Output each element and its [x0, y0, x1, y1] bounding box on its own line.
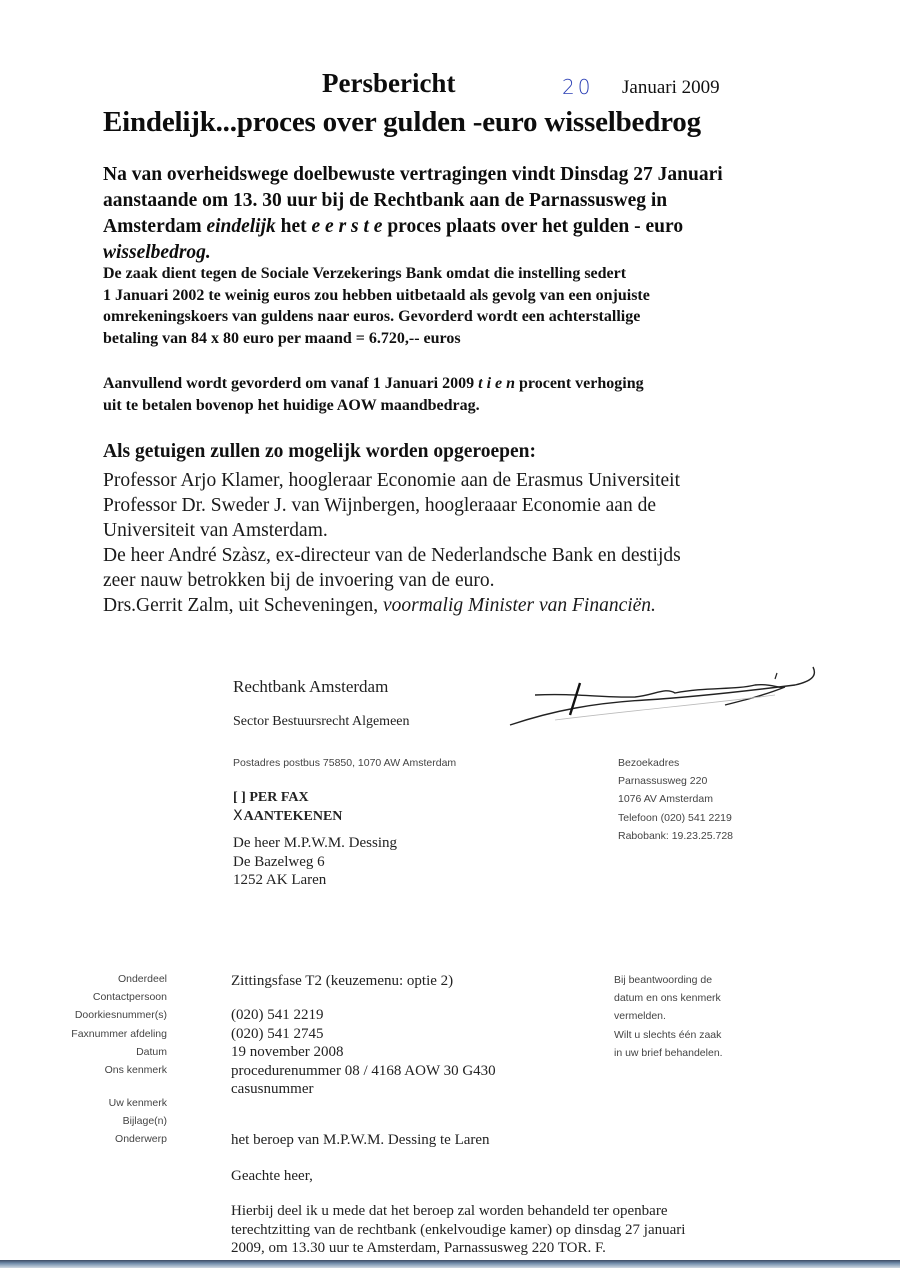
- claim-line: betaling van 84 x 80 euro per maand = 6.720,-- euros: [103, 329, 461, 347]
- visit-line: Rabobank: 19.23.25.728: [618, 829, 734, 842]
- meta-labels-2: [109, 1094, 167, 1149]
- meta-labels: [71, 970, 167, 1079]
- delivery-options: [233, 789, 342, 826]
- claim-paragraph: [103, 263, 650, 349]
- notice-line: in uw brief behandelen.: [614, 1046, 723, 1059]
- meta-fax: (020) 541 2745: [231, 1025, 324, 1042]
- witness-line: De heer André Szàsz, ex-directeur van de Nederlandsche Bank en destijds: [103, 545, 681, 566]
- additional-text: procent verhoging: [515, 375, 644, 392]
- body-line: 2009, om 13.30 uur te Amsterdam, Parnassusweg 220 TOR. F.: [231, 1240, 606, 1256]
- meta-label: Contactpersoon: [92, 991, 167, 1004]
- meta-onderdeel: Zittingsfase T2 (keuzemenu: optie 2): [231, 973, 454, 989]
- visit-line: 1076 AV Amsterdam: [618, 793, 713, 806]
- visit-address: [618, 754, 733, 845]
- additional-text: Aanvullend wordt gevorderd om vanaf 1 Januari 2009: [103, 375, 479, 392]
- notice-line: vermelden.: [614, 1010, 666, 1023]
- meta-label: Faxnummer afdeling: [71, 1027, 167, 1040]
- intro-text: Amsterdam: [103, 216, 207, 237]
- signature-icon: [495, 665, 825, 735]
- letter-subject: het beroep van M.P.W.M. Dessing te Laren: [231, 1132, 490, 1148]
- meta-label: Ons kenmerk: [104, 1064, 167, 1077]
- claim-line: omrekeningskoers van guldens naar euros. Gevorderd wordt een achterstallige: [103, 308, 641, 325]
- reply-notice: [614, 971, 723, 1062]
- notice-line: Bij beantwoording de: [614, 974, 713, 986]
- visit-line: Telefoon (020) 541 2219: [618, 811, 732, 824]
- claim-line: 1 Januari 2002 te weinig euros zou hebben uitbetaald als gevolg van een onjuiste: [103, 286, 650, 304]
- body-line: terechtzitting van de rechtbank (enkelvoudige kamer) op dinsdag 27 januari: [231, 1221, 686, 1238]
- notice-line: Wilt u slechts één zaak: [614, 1028, 722, 1041]
- meta-values: [231, 1006, 496, 1099]
- witness-line: [103, 593, 681, 618]
- intro-emphasis: eindelijk: [206, 216, 276, 237]
- intro-text: het: [275, 216, 312, 237]
- additional-emphasis: t i e n: [478, 375, 516, 392]
- letter-body: [231, 1202, 685, 1258]
- additional-line: uit te betalen bovenop het huidige AOW maandbedrag.: [103, 396, 480, 414]
- witness-emphasis: voormalig Minister van Financiën.: [382, 595, 656, 616]
- court-sector: Sector Bestuursrecht Algemeen: [233, 714, 410, 729]
- check-mark-icon: X: [233, 808, 243, 824]
- additional-line: [103, 373, 644, 395]
- meta-datum: 19 november 2008: [231, 1044, 344, 1060]
- headline: Eindelijk...proces over gulden -euro wisselbedrog: [103, 106, 701, 138]
- witness-line: Universiteit van Amsterdam.: [103, 520, 328, 541]
- intro-paragraph: [103, 162, 723, 266]
- meta-label: Uw kenmerk: [108, 1097, 167, 1109]
- meta-label: Datum: [136, 1045, 167, 1058]
- delivery-fax: [ ] PER FAX: [233, 790, 309, 805]
- delivery-registered-label: AANTEKENEN: [243, 809, 343, 824]
- recipient-line: De heer M.P.W.M. Dessing: [233, 835, 398, 851]
- witness-text: Drs.Gerrit Zalm, uit Scheveningen,: [103, 595, 383, 616]
- meta-label: Onderwerp: [115, 1133, 167, 1146]
- delivery-registered: [233, 807, 342, 826]
- witness-line: Professor Arjo Klamer, hoogleraar Economie aan de Erasmus Universiteit: [103, 470, 681, 491]
- press-release-title: Persbericht: [322, 68, 456, 98]
- meta-label: Bijlage(n): [122, 1115, 167, 1128]
- body-line: Hierbij deel ik u mede dat het beroep zal worden behandeld ter openbare: [231, 1203, 668, 1219]
- intro-emphasis: e e r s t e: [311, 216, 383, 237]
- visit-line: Bezoekadres: [618, 757, 680, 769]
- recipient-line: De Bazelweg 6: [233, 853, 325, 870]
- meta-casusnummer: casusnummer: [231, 1081, 314, 1097]
- handwritten-day: 20: [562, 75, 594, 99]
- witness-list: [103, 468, 681, 618]
- meta-label: Doorkiesnummer(s): [74, 1009, 167, 1022]
- intro-line: Na van overheidswege doelbewuste vertragingen vindt Dinsdag 27 Januari: [103, 164, 723, 185]
- scan-edge: [0, 1260, 900, 1268]
- witness-line: zeer nauw betrokken bij de invoering van de euro.: [103, 570, 495, 591]
- meta-label: Onderdeel: [117, 973, 167, 985]
- additional-claim: [103, 373, 644, 416]
- recipient-address: [233, 834, 397, 890]
- postal-address: Postadres postbus 75850, 1070 AW Amsterdam: [233, 757, 457, 769]
- intro-text: proces plaats over het gulden - euro: [382, 216, 684, 237]
- witnesses-heading: Als getuigen zullen zo mogelijk worden opgeroepen:: [103, 441, 536, 462]
- intro-line: aanstaande om 13. 30 uur bij de Rechtbank aan de Parnassusweg in: [103, 190, 668, 211]
- notice-line: datum en ons kenmerk: [614, 992, 721, 1005]
- meta-ons-kenmerk: procedurenummer 08 / 4168 AOW 30 G430: [231, 1062, 496, 1079]
- intro-line: wisselbedrog.: [103, 242, 211, 263]
- meta-doorkies: (020) 541 2219: [231, 1007, 324, 1023]
- letter-salutation: Geachte heer,: [231, 1168, 313, 1184]
- witness-line: Professor Dr. Sweder J. van Wijnbergen, hoogleraaar Economie aan de: [103, 495, 656, 516]
- press-date: Januari 2009: [622, 77, 720, 98]
- visit-line: Parnassusweg 220: [618, 775, 708, 788]
- court-name: Rechtbank Amsterdam: [233, 677, 389, 696]
- recipient-line: 1252 AK Laren: [233, 872, 327, 888]
- intro-line: [103, 214, 723, 240]
- claim-line: De zaak dient tegen de Sociale Verzekerings Bank omdat die instelling sedert: [103, 265, 627, 282]
